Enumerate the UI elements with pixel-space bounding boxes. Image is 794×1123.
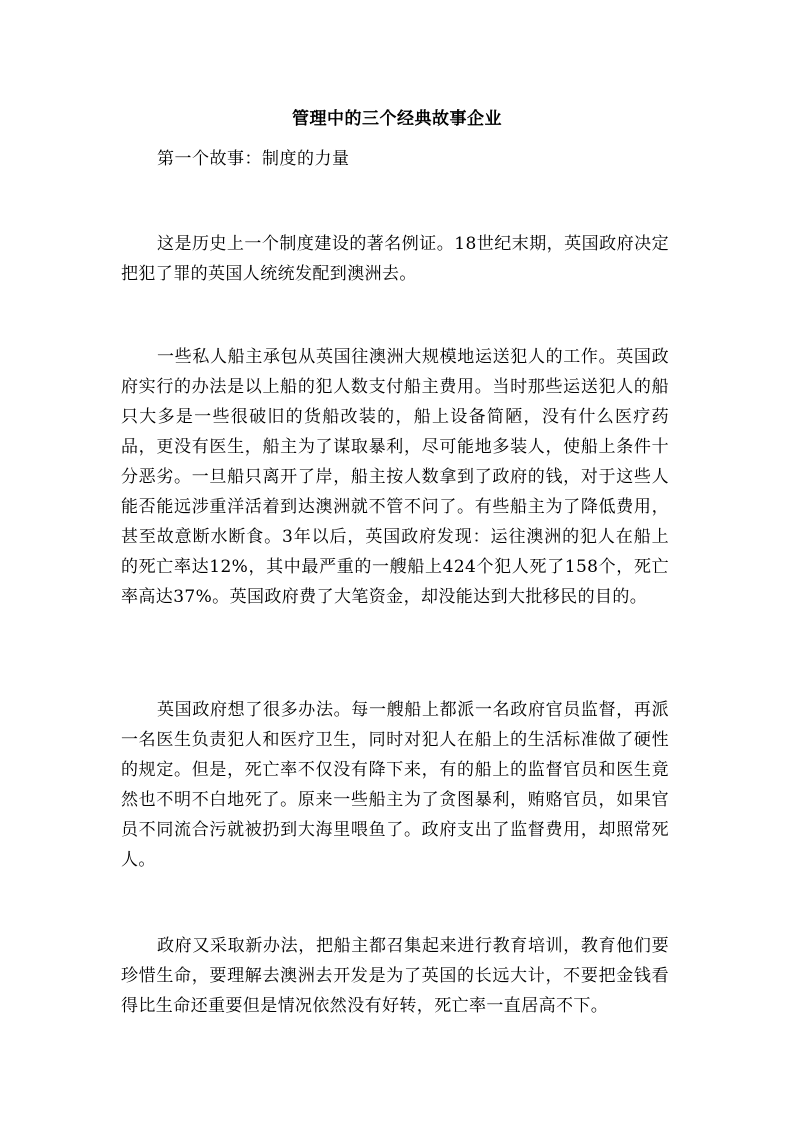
- story-heading: 第一个故事：制度的力量: [157, 149, 350, 169]
- document-title: 管理中的三个经典故事企业: [292, 109, 502, 129]
- paragraph: 英国政府想了很多办法。每一艘船上都派一名政府官员监督，再派一名医生负责犯人和医疗卫生，同时对犯人在船上的生活标准做了硬性的规定。但是，死亡率不仅没有降下来，有的船上的监督官员和医生竟然也不明不白地死了。原来一些船主为了贪图暴利，贿赂官员，如果官员不同流合污就被扔到大海里喂鱼了。政府支出了监督费用，却照常死人。: [121, 700, 669, 870]
- paragraph: 一些私人船主承包从英国往澳洲大规模地运送犯人的工作。英国政府实行的办法是以上船的犯人数支付船主费用。当时那些运送犯人的船只大多是一些很破旧的货船改装的，船上设备简陋，没有什么医疗药品，更没有医生，船主为了谋取暴利，尽可能地多装人，使船上条件十分恶劣。一旦船只离开了岸，船主按人数拿到了政府的钱，对于这些人能否能远涉重洋活着到达澳洲就不管不问了。有些船主为了降低费用，甚至故意断水断食。3年以后，英国政府发现：运往澳洲的犯人在船上的死亡率达12%，其中最严重的一艘船上424个犯人死了158个，死亡率高达37%。英国政府费了大笔资金，却没能达到大批移民的目的。: [121, 347, 669, 607]
- paragraph: 政府又采取新办法，把船主都召集起来进行教育培训，教育他们要珍惜生命，要理解去澳洲去开发是为了英国的长远大计，不要把金钱看得比生命还重要但是情况依然没有好转，死亡率一直居高不下。: [121, 936, 669, 1016]
- paragraph: 这是历史上一个制度建设的著名例证。18世纪末期，英国政府决定把犯了罪的英国人统统发配到澳洲去。: [121, 234, 669, 284]
